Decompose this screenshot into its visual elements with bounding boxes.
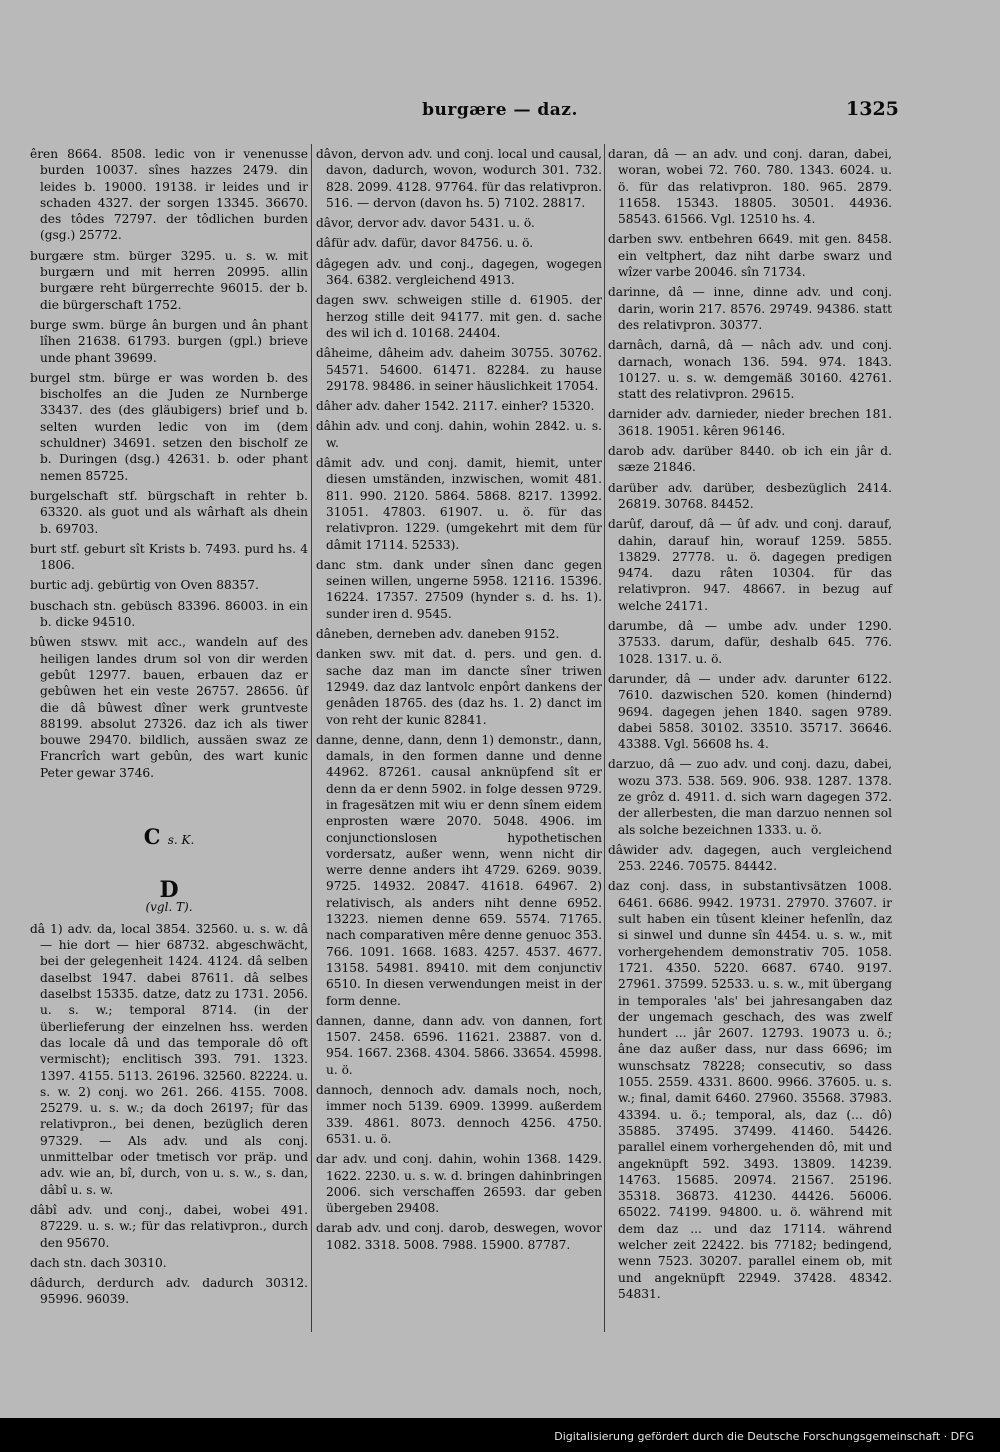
column-rule xyxy=(311,144,312,1332)
column-2 xyxy=(316,146,602,1358)
entry: dâvor, dervor adv. davor 5431. u. ö. xyxy=(316,216,535,231)
column-1-entries-d xyxy=(30,921,308,1308)
entry: dannen, danne, dann adv. von dannen, fort 1507. 2458. 6596. 11621. 23887. von d. 954. 1667. 2368. 4304. 5866. 33654. 45998. u. ö. xyxy=(316,1013,602,1077)
running-head: burgære — daz. xyxy=(422,100,578,120)
page-number: 1325 xyxy=(846,98,899,120)
letter-heading-c xyxy=(30,823,308,849)
entry: darinne, dâ — inne, dinne adv. und conj. darin, worin 217. 8576. 29749. 94386. statt des relativpron. 30377. xyxy=(608,285,892,332)
entry: danne, denne, dann, denn 1) demonstr., dann, damals, in den formen danne und denne 44962. 87261. causal anknüpfend sît er denn da er denn 5902. in folge dessen 9729. in fragesätzen mit wiu er denn sînem eidem enprosten wære 2070. 5048. 4906. im conjunctionslosen hypothetischen vordersatz, außer wenn, wenn nicht dir werre denne anders iht 4729. 6269. 9039. 9725. 14932. 20847. 41618. 64967. 2) relativisch, als anders niht denne 6952. 13223. niemen denne 659. 5574. 71765. nach comparativen mêre denne genuoc 353. 766. 1091. 1668. 1683. 4257. 4537. 4677. 13158. 54981. 89410. mit dem conjunctiv 6510. In diesen verwendungen meist in der form denne. xyxy=(316,732,602,1008)
entry: danc stm. dank under sînen danc gegen seinen willen, ungerne 5958. 12116. 15396. 16224. 17357. 27509 (hynder s. d. hs. 1). sunder iren d. 9545. xyxy=(316,557,602,621)
entry: darüber adv. darüber, desbezüglich 2414. 26819. 30768. 84452. xyxy=(608,480,892,511)
entry: dâfür adv. dafür, davor 84756. u. ö. xyxy=(316,236,534,251)
entry: bûwen stswv. mit acc., wandeln auf des heiligen landes drum sol von dir werden gebût 12977. bauen, erbauen daz er gebûwen het ein veste 26757. 28656. ûf die dâ bûwest dîner werk gruntveste 88199. absolut 27326. daz ich als tiwer bouwe 29470. bildlich, aussäen swaz ze Francrîch wart gebûn, des wart kunic Peter gewar 3746. xyxy=(30,635,308,780)
letter-d-ref: (vgl. T). xyxy=(145,899,193,914)
column-rule xyxy=(604,144,605,1332)
entry: daz conj. dass, in substantivsätzen 1008. 6461. 6686. 9942. 19731. 27970. 37607. ir sult haben ein tûsent kleiner hefenlîn, daz si sinwel und dunne sîn 4454. u. s. w., mit vorhergehendem demonstrativ 705. 1058. 1721. 4350. 5220. 6687. 6740. 9197. 27961. 37599. 52533. u. s. w., mit übergang in temporales 'als' bei jahresangaben daz der ungemach geschach, des was zwelf hundert ... jâr 2607. 12793. 19073 u. ö.; âne daz außer dass, nur dass 6696; im wunschsatz 78228; consecutiv, so dass 1055. 2559. 4331. 8600. 9966. 37605. u. s. w.; final, damit 6460. 27960. 35568. 37983. 43394. u. ö.; temporal, als, daz (... dô) 35885. 37495. 37499. 41460. 54426. parallel einem vorhergehenden dô, mit und angeknüpft 592. 3493. 13809. 14239. 14763. 15685. 20974. 21567. 25196. 35318. 36873. 41230. 44426. 56006. 65022. 74199. 94800. u. ö. während mit dem daz ... und daz 17114. während welcher zeit 22422. bis 77182; bedingend, wenn 7523. 30207. parallel einem ob, mit und angeknüpft 22949. 37428. 48342. 54831. xyxy=(608,879,892,1301)
entry: burge swm. bürge ân burgen und ân phant lîhen 21638. 61793. burgen (gpl.) brieve unde phant 39699. xyxy=(30,317,308,365)
entry: darûf, darouf, dâ — ûf adv. und conj. darauf, dahin, darauf hin, worauf 1259. 5855. 13829. 27778. u. ö. dagegen predigen 9474. dazu râten 10304. für das relativpron. 947. 48667. in bezug auf welche 24171. xyxy=(608,517,892,613)
entry: dâmit adv. und conj. damit, hiemit, unter diesen umständen, inzwischen, womit 481. 811. 990. 2120. 5864. 5868. 8217. 13992. 31051. 47803. 61907. u. ö. für das relativpron. 1229. (umgekehrt mit dem für dâmit 17114. 52533). xyxy=(316,456,602,552)
entry: dâwider adv. dagegen, auch vergleichend 253. 2246. 70575. 84442. xyxy=(608,842,892,874)
entry: burgelschaft stf. bürgschaft in rehter b. 63320. als guot und als wârhaft als dhein b. 69703. xyxy=(30,488,308,536)
letter-c: C xyxy=(143,823,161,849)
column-1 xyxy=(30,146,308,1358)
entry: dâvon, dervon adv. und conj. local und causal, davon, dadurch, wovon, wodurch 301. 732. 828. 2099. 4128. 97764. für das relativpron. 516. — dervon (davon hs. 5) 7102. 28817. xyxy=(316,147,602,210)
entry: darunder, dâ — under adv. darunter 6122. 7610. dazwischen 520. komen (hindernd) 9694. dagegen jehen 1840. sagen 9789. dabei 5858. 30102. 33510. 35717. 36646. 43388. Vgl. 56608 hs. 4. xyxy=(608,671,892,752)
entry: darumbe, dâ — umbe adv. under 1290. 37533. darum, dafür, deshalb 645. 776. 1028. 1317. u. ö. xyxy=(608,619,892,666)
entry: burgel stm. bürge er was worden b. des bischolfes an die Juden ze Nurnberge 33437. des (des gläubigers) brief und b. selten wurden ledic von im (dem schuldner) 34691. setzen den bischolf ze b. Duringen (dsg.) 42631. b. oder phant nemen 85725. xyxy=(30,370,308,483)
entry: darnâch, darnâ, dâ — nâch adv. und conj. darnach, wonach 136. 594. 974. 1843. 10127. u. s. w. demgemäß 30160. 42761. statt des relativpron. 29615. xyxy=(608,338,892,402)
entry: burt stf. geburt sît Krists b. 7493. purd hs. 4 1806. xyxy=(30,541,308,573)
entry: dâher adv. daher 1542. 2117. einher? 15320. xyxy=(316,399,595,414)
funding-credit: Digitalisierung gefördert durch die Deutsche Forschungsgemeinschaft · DFG xyxy=(554,1430,974,1443)
entry: danken swv. mit dat. d. pers. und gen. d. sache daz man im dancte sîner triwen 12949. daz daz lantvolc enpôrt dankens der genâden 18765. des (daz hs. 1. 2) danct im von reht der kunic 82841. xyxy=(316,647,602,727)
column-3 xyxy=(608,146,892,1358)
entry: burtic adj. gebürtig von Oven 88357. xyxy=(30,578,259,593)
letter-heading-d: D xyxy=(159,877,179,904)
entry: dâgegen adv. und conj., dagegen, wogegen 364. 6382. vergleichend 4913. xyxy=(316,256,602,288)
entry: dâ 1) adv. da, local 3854. 32560. u. s. w. dâ — hie dort — hier 68732. abgeschwächt, bei der gelegenheit 1424. 4124. dâ selben daselbst 1947. dabei 87611. dâ selbes daselbst 15335. datze, datz zu 1731. 2056. u. s. w.; temporal 8714. (in der überlieferung der einzelnen hss. werden das locale dâ und das temporale dô oft vermischt); enclitisch 393. 791. 1323. 1397. 4155. 5113. 26196. 32560. 82224. u. s. w. 2) conj. wo 261. 266. 4155. 7008. 25279. u. s. w.; da doch 26197; für das relativpron., bei denen, bezüglich deren 97329. — Als adv. und als conj. unmittelbar oder tmetisch vor präp. und adv. wie an, bî, durch, von u. s. w., s. dan, dâbî u. s. w. xyxy=(30,921,308,1197)
entry: daran, dâ — an adv. und conj. daran, dabei, woran, wobei 72. 760. 780. 1343. 6024. u. ö. für das relativpron. 180. 965. 2879. 11658. 15343. 18805. 30501. 44936. 58543. 61566. Vgl. 12510 hs. 4. xyxy=(608,147,892,227)
entry: dagen swv. schweigen stille d. 61905. der herzog stille deit 94177. mit gen. d. sache des wil ich d. 10168. 24404. xyxy=(316,293,602,340)
entry: dâheime, dâheim adv. daheim 30755. 30762. 54571. 54600. 61471. 82284. zu hause 29178. 98486. in seiner häuslichkeit 17054. xyxy=(316,346,602,393)
entry: buschach stn. gebüsch 83396. 86003. in ein b. dicke 94510. xyxy=(30,598,308,630)
entry: dâbî adv. und conj., dabei, wobei 491. 87229. u. s. w.; für das relativpron., durch den 95670. xyxy=(30,1202,308,1250)
entry: darnider adv. darnieder, nieder brechen 181. 3618. 19051. kêren 96146. xyxy=(608,407,892,438)
entry: dâhin adv. und conj. dahin, wohin 2842. u. s. w. xyxy=(316,419,602,450)
entry: dâneben, derneben adv. daneben 9152. xyxy=(316,627,560,642)
entry: darab adv. und conj. darob, deswegen, wovor 1082. 3318. 5008. 7988. 15900. 87787. xyxy=(316,1221,602,1252)
entry: dannoch, dennoch adv. damals noch, noch, immer noch 5139. 6909. 13999. außerdem 339. 4861. 8073. dennoch 4256. 4750. 6531. u. ö. xyxy=(316,1083,602,1146)
entry: darob adv. darüber 8440. ob ich ein jâr d. sæze 21846. xyxy=(608,444,892,475)
entry: darzuo, dâ — zuo adv. und conj. dazu, dabei, wozu 373. 538. 569. 906. 938. 1287. 1378. ze grôz d. 4911. d. sich warn dagegen 372. der allerbesten, die man darzuo nennen sol als solche bezeichnen 1333. u. ö. xyxy=(608,757,892,837)
column-1-entries xyxy=(30,146,308,781)
entry: dâdurch, derdurch adv. dadurch 30312. 95996. 96039. xyxy=(30,1276,308,1307)
entry: darben swv. entbehren 6649. mit gen. 8458. ein veltphert, daz niht darbe swarz und wîzer varbe 20046. sîn 71734. xyxy=(608,232,892,280)
entry: êren 8664. 8508. ledic von ir venenusse burden 10037. sînes hazzes 2479. din leides b. 19000. 19138. ir leides und ir schaden 4327. der sorgen 13345. 36670. des tôdes 72797. der tôdlichen burden (gsg.) 25772. xyxy=(30,147,308,243)
entry: burgære stm. bürger 3295. u. s. w. mit burgærn und mit herren 20995. allin burgære reht bürgerrechte 96015. der b. die bürgerschaft 1752. xyxy=(30,248,308,312)
letter-c-ref: s. K. xyxy=(167,832,195,847)
entry: dar adv. und conj. dahin, wohin 1368. 1429. 1622. 2230. u. s. w. d. bringen dahinbringen 2006. sich verschaffen 26593. dar geben übergeben 29408. xyxy=(316,1152,602,1216)
entry: dach stn. dach 30310. xyxy=(30,1255,167,1270)
